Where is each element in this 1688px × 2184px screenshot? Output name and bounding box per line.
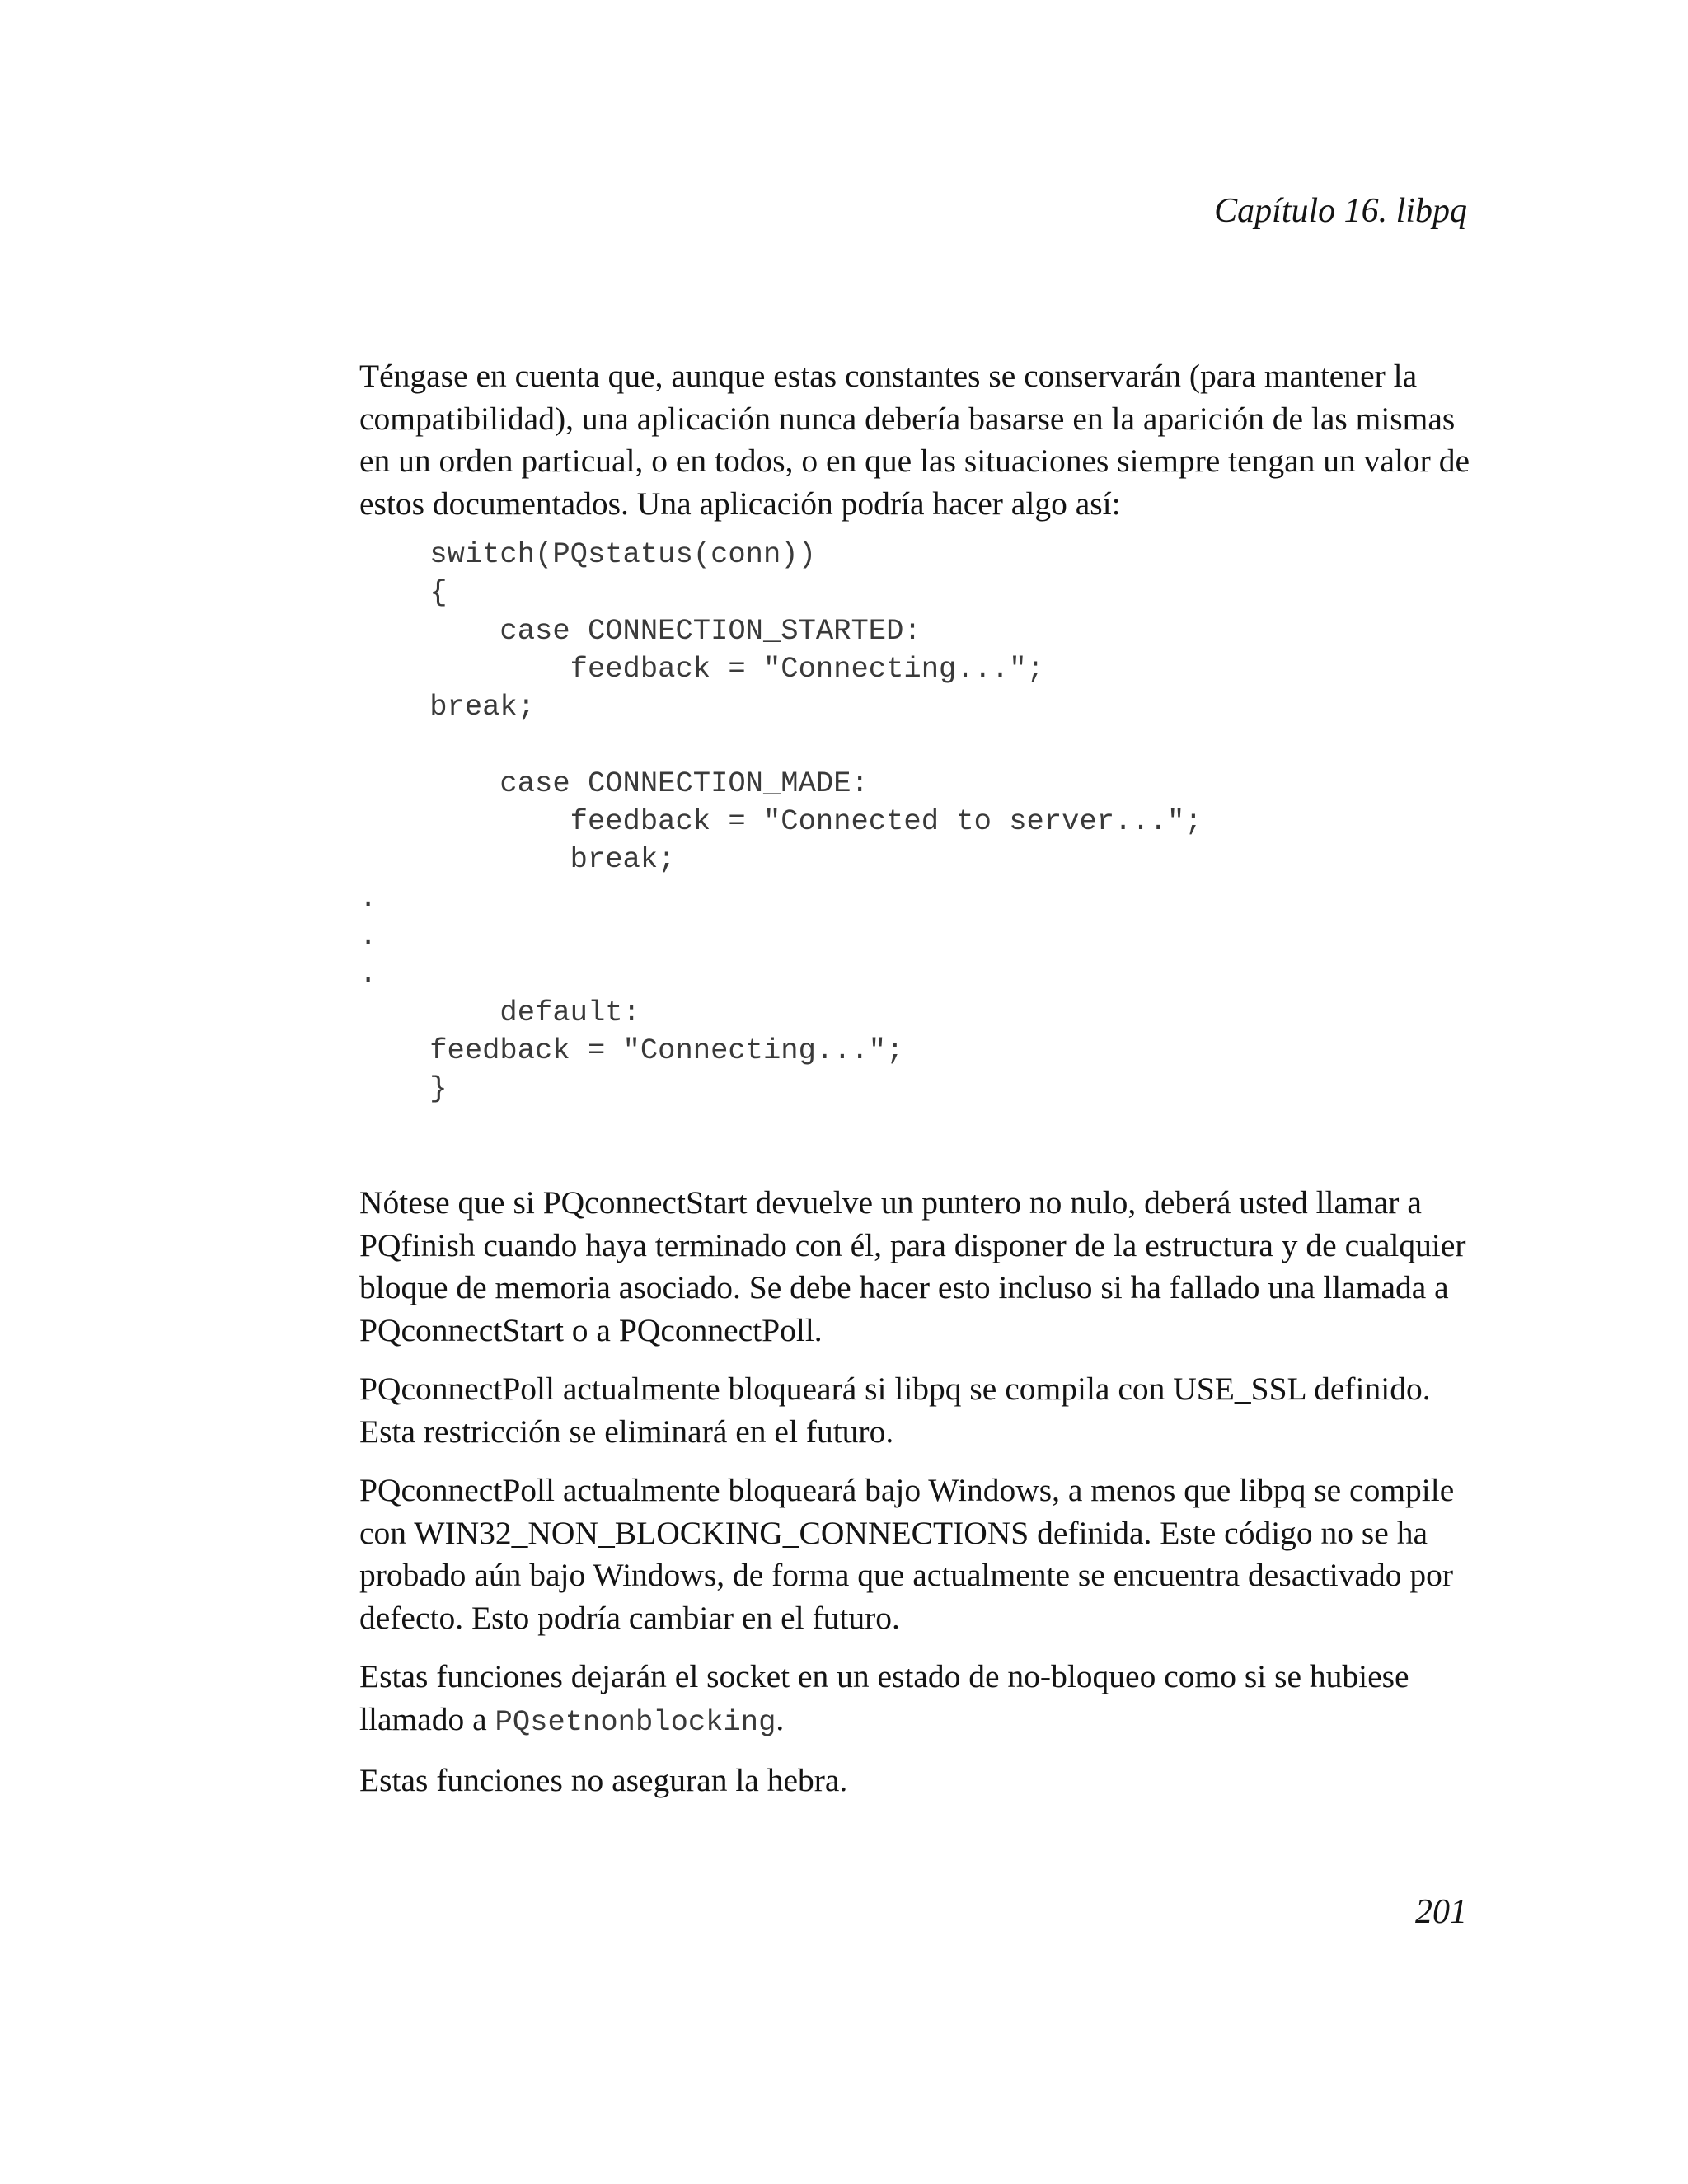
code-line: feedback = "Connecting..."; — [359, 651, 1044, 686]
code-ellipsis-dot: . — [359, 880, 377, 915]
inline-code-pqsetnonblocking: PQsetnonblocking — [495, 1704, 776, 1739]
code-line: case CONNECTION_STARTED: — [359, 613, 921, 648]
code-line — [359, 726, 1476, 764]
paragraph-socket-end: . — [776, 1700, 785, 1737]
code-line: case CONNECTION_MADE: — [359, 766, 869, 800]
running-header: Capítulo 16. libpq — [1214, 192, 1467, 230]
paragraph-pqfinish: Nótese que si PQconnectStart devuelve un puntero no nulo, deberá usted llamar a PQfinish cuando haya terminado con él, para disponer de la estructura y de cualquier bloque de memoria asociado. Se debe hacer esto incluso si ha fallado una llamada a PQconnectStart o a PQconnectPoll. — [359, 1184, 1466, 1348]
code-line: break; — [359, 690, 536, 724]
code-line: default: — [359, 995, 640, 1029]
paragraph-windows: PQconnectPoll actualmente bloqueará bajo Windows, a menos que libpq se compile con WIN32_NON_BLOCKING_CONNECTIONS definida. Este código no se ha probado aún bajo Windows, de forma que actualmente se encuentra desactivado por defecto. Esto podría cambiar en el futuro. — [359, 1472, 1455, 1636]
page-number: 201 — [1415, 1893, 1467, 1931]
paragraph-ssl: PQconnectPoll actualmente bloqueará si libpq se compila con USE_SSL definido. Esta restricción se eliminará en el futuro. — [359, 1371, 1431, 1450]
code-example — [359, 536, 1476, 1108]
code-ellipsis-dot: . — [359, 957, 377, 991]
paragraph-socket-text: Estas funciones dejarán el socket en un estado de no-bloqueo como si se hubiese llamado a — [359, 1658, 1409, 1737]
code-line: { — [359, 575, 448, 610]
code-line: break; — [359, 842, 676, 877]
page-body — [359, 355, 1476, 1802]
code-line: } — [359, 1071, 448, 1106]
paragraph-socket — [359, 1656, 1476, 1743]
code-ellipsis-dot: . — [359, 918, 377, 953]
code-line: feedback = "Connecting..."; — [359, 1033, 904, 1067]
paragraph-thread: Estas funciones no aseguran la hebra. — [359, 1762, 848, 1799]
paragraph-intro: Téngase en cuenta que, aunque estas constantes se conservarán (para mantener la compatibilidad), una aplicación nunca debería basarse en la aparición de las mismas en un orden particual, o en todos, o en que las situaciones siempre tengan un valor de estos documentados. Una aplicación podría hacer algo así: — [359, 358, 1470, 522]
code-line: feedback = "Connected to server..."; — [359, 804, 1203, 839]
code-line: switch(PQstatus(conn)) — [359, 537, 816, 571]
